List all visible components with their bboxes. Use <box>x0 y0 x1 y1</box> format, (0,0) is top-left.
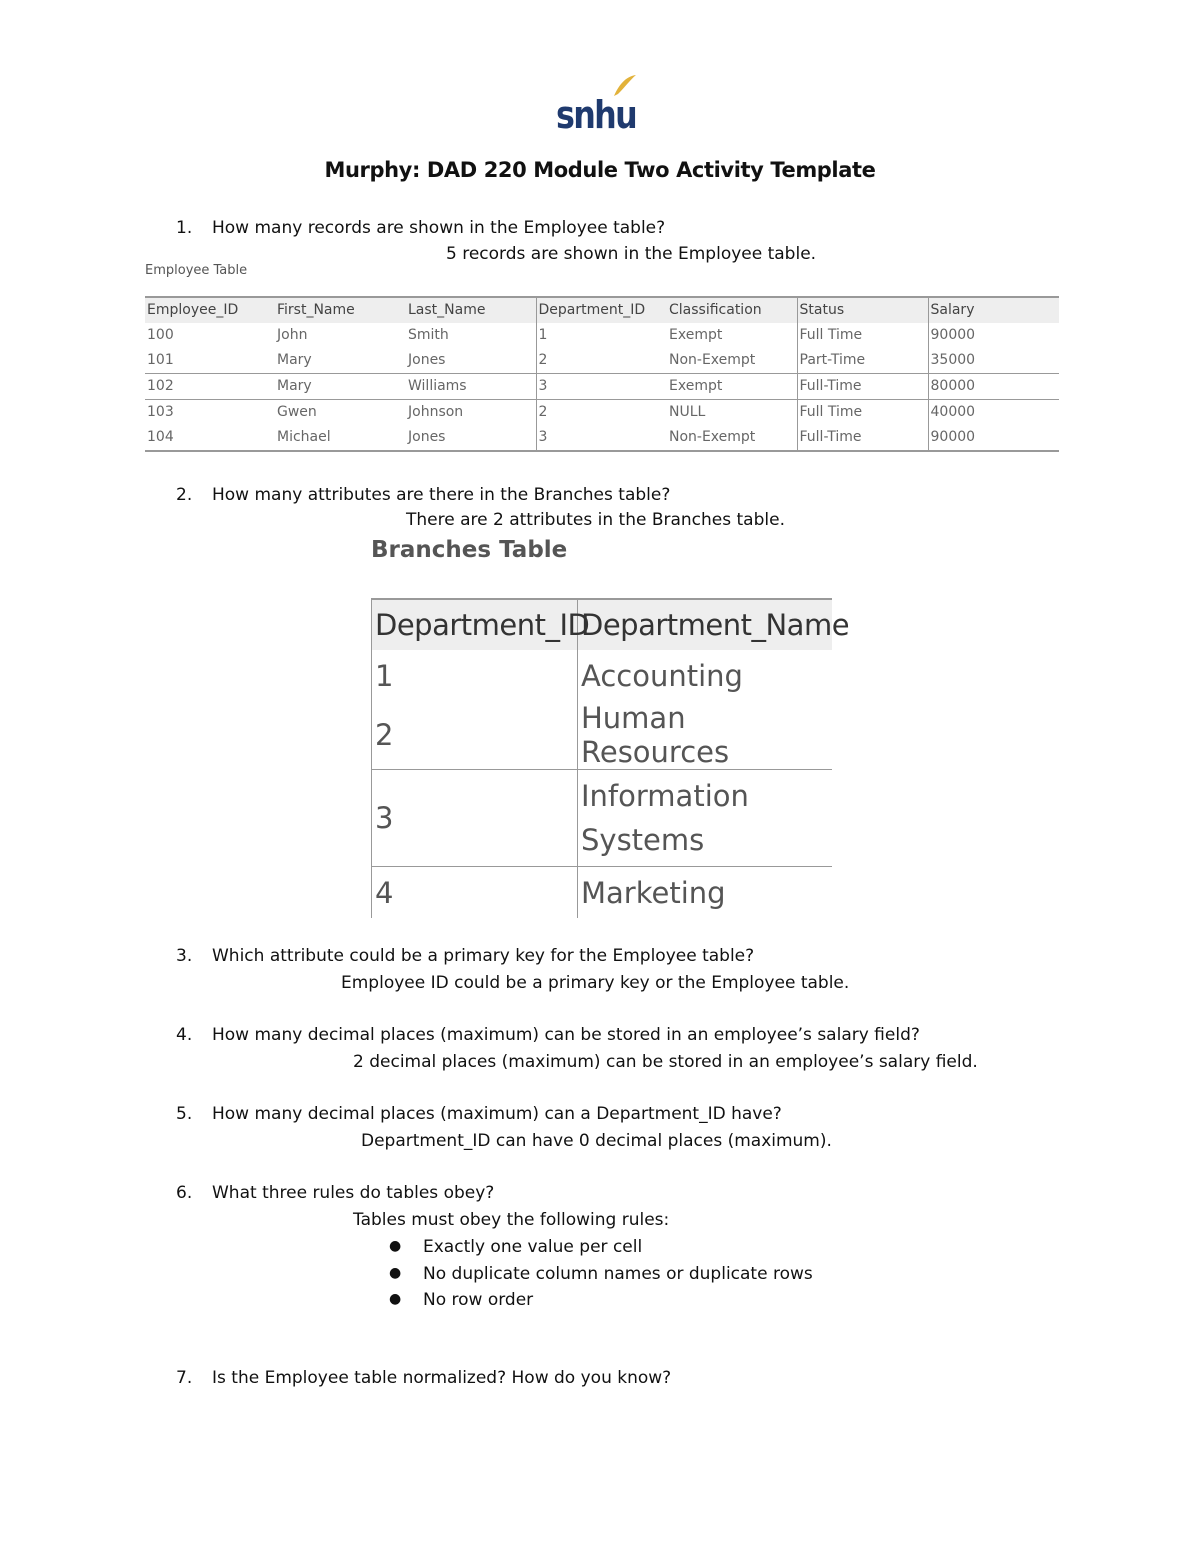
table-cell: Full Time <box>797 400 928 426</box>
table-cell: 4 <box>372 867 578 919</box>
table-row <box>145 425 1059 451</box>
table-cell: John <box>277 327 308 343</box>
page-title: Murphy: DAD 220 Module Two Activity Template <box>324 158 876 182</box>
answer-3: Employee ID could be a primary key or the Employee table. <box>341 973 850 993</box>
table-cell: 2 <box>536 400 667 426</box>
table-cell: Human Resources <box>581 701 730 769</box>
column-header: Department_ID <box>538 302 646 318</box>
answer-1: 5 records are shown in the Employee table. <box>446 244 817 264</box>
table-cell: 100 <box>147 327 174 343</box>
table-header-row <box>372 599 832 650</box>
question-text: What three rules do tables obey? <box>212 1183 495 1203</box>
table-cell: 103 <box>145 400 275 426</box>
table-cell: Full-Time <box>797 374 928 400</box>
employee-table-caption: Employee Table <box>145 263 248 278</box>
table-cell: 90000 <box>928 425 1059 451</box>
question-text: Is the Employee table normalized? How do you know? <box>212 1368 672 1388</box>
table-cell: Exempt <box>667 374 797 400</box>
question-text: How many attributes are there in the Branches table? <box>212 485 671 505</box>
column-header: Last_Name <box>406 297 536 323</box>
rule-text: No row order <box>423 1290 534 1310</box>
table-cell: 35000 <box>930 352 976 368</box>
answer-5: Department_ID can have 0 decimal places (maximum). <box>361 1131 832 1151</box>
table-row <box>145 323 1059 348</box>
column-header: Status <box>797 297 928 323</box>
table-row <box>372 867 832 919</box>
table-cell: 80000 <box>928 374 1059 400</box>
bullet-icon: ● <box>389 1238 402 1254</box>
table-cell: Marketing <box>578 867 832 919</box>
question-number: 3. <box>176 946 193 966</box>
question-number: 7. <box>176 1368 193 1388</box>
table-row <box>145 400 1059 426</box>
table-cell: 3 <box>536 374 667 400</box>
table-cell: 90000 <box>930 327 976 343</box>
table-cell: Non-Exempt <box>667 348 797 374</box>
table-cell: 101 <box>147 352 174 368</box>
question-text: How many decimal places (maximum) can a Department_ID have? <box>212 1104 782 1124</box>
table-cell: 3 <box>372 770 578 867</box>
table-cell: Part-Time <box>797 348 928 374</box>
question-text: Which attribute could be a primary key for the Employee table? <box>212 946 755 966</box>
table-cell: Michael <box>275 425 406 451</box>
table-row <box>145 374 1059 400</box>
column-header: Classification <box>667 297 797 323</box>
table-cell: 102 <box>145 374 275 400</box>
rule-text: No duplicate column names or duplicate rows <box>423 1264 813 1284</box>
table-cell: Full-Time <box>797 425 928 451</box>
table-cell: Exempt <box>667 323 797 348</box>
table-cell: Williams <box>406 374 536 400</box>
table-row <box>372 701 832 770</box>
bullet-icon: ● <box>389 1291 402 1307</box>
table-row <box>372 650 832 701</box>
table-cell: Jones <box>406 348 536 374</box>
branches-table <box>371 598 850 918</box>
table-cell: 2 <box>372 701 578 770</box>
table-cell: Jones <box>406 425 536 451</box>
answer-4: 2 decimal places (maximum) can be stored in an employee’s salary field. <box>353 1052 978 1072</box>
table-cell: Non-Exempt <box>667 425 797 451</box>
logo-text: snhu <box>556 93 636 137</box>
table-cell: Mary <box>277 352 312 368</box>
column-header: Salary <box>930 302 975 318</box>
bullet-icon: ● <box>389 1265 402 1281</box>
table-cell: 3 <box>536 425 667 451</box>
column-header: Employee_ID <box>147 302 239 318</box>
question-number: 1. <box>176 218 193 238</box>
table-cell: 1 <box>538 327 548 343</box>
table-cell: Mary <box>275 374 406 400</box>
table-cell: 2 <box>538 352 548 368</box>
table-header-row <box>145 297 1059 323</box>
table-row <box>372 770 832 867</box>
question-number: 2. <box>176 485 193 505</box>
column-header: Department_Name <box>581 608 850 642</box>
table-cell: 1 <box>372 650 578 701</box>
table-cell: Smith <box>406 323 536 348</box>
table-cell: 104 <box>145 425 275 451</box>
table-cell: 40000 <box>928 400 1059 426</box>
table-cell: Full Time <box>797 323 928 348</box>
employee-table <box>145 296 1059 452</box>
branches-table-caption: Branches Table <box>371 537 568 563</box>
table-cell: Gwen <box>275 400 406 426</box>
question-text: How many records are shown in the Employee table? <box>212 218 666 238</box>
table-cell: NULL <box>667 400 797 426</box>
question-text: How many decimal places (maximum) can be stored in an employee’s salary field? <box>212 1025 920 1045</box>
column-header: First_Name <box>277 302 355 318</box>
table-cell: Accounting <box>581 658 743 693</box>
table-row <box>145 348 1059 374</box>
question-number: 5. <box>176 1104 193 1124</box>
question-number: 4. <box>176 1025 193 1045</box>
answer-6: Tables must obey the following rules: <box>353 1210 670 1230</box>
snhu-logo <box>556 72 640 137</box>
rule-text: Exactly one value per cell <box>423 1237 643 1257</box>
column-header: Department_ID <box>372 599 578 650</box>
table-cell: Johnson <box>406 400 536 426</box>
answer-2: There are 2 attributes in the Branches table. <box>406 510 785 530</box>
table-cell: Information Systems <box>578 770 832 867</box>
question-number: 6. <box>176 1183 193 1203</box>
